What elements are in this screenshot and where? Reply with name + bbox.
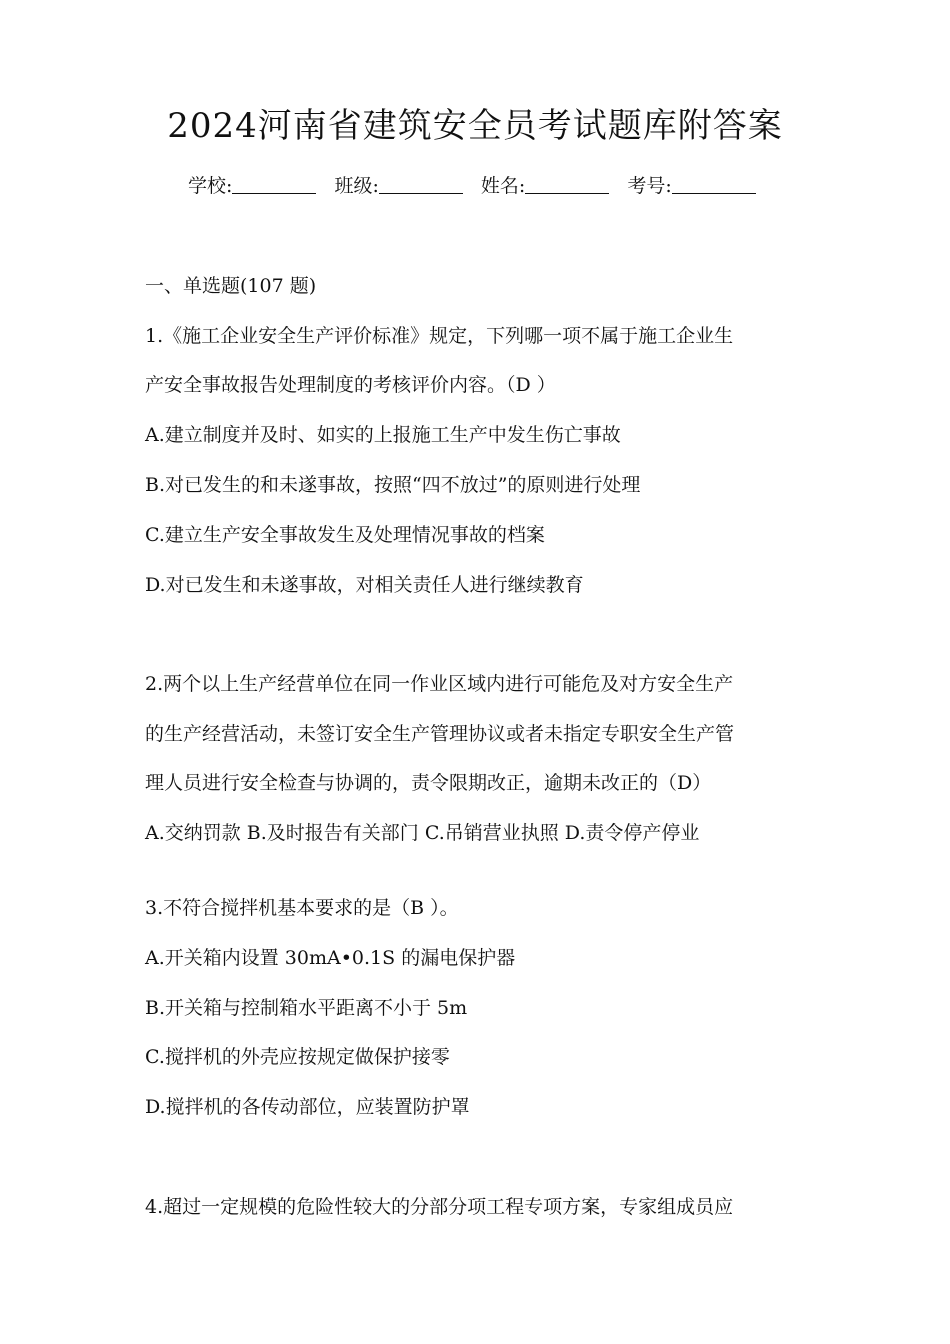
- exam-no-label: 考号:: [627, 175, 672, 197]
- option-b: B.对已发生的和未遂事故，按照“四不放过”的原则进行处理: [145, 474, 641, 496]
- school-blank: [232, 173, 316, 194]
- school-label: 学校:: [188, 175, 233, 197]
- option-a: A.建立制度并及时、如实的上报施工生产中发生伤亡事故: [145, 424, 621, 446]
- class-field: [334, 175, 462, 197]
- name-field: [481, 175, 609, 197]
- student-info-row: [188, 172, 808, 200]
- name-label: 姓名:: [480, 175, 526, 197]
- options-inline: A.交纳罚款 B.及时报告有关部门 C.吊销营业执照 D.责令停产停业: [145, 822, 700, 844]
- option-a: A.开关箱内设置 30mA•0.1S 的漏电保护器: [145, 947, 516, 969]
- option-c: C.建立生产安全事故发生及处理情况事故的档案: [145, 524, 545, 546]
- question-stem-line: 4.超过一定规模的危险性较大的分部分项工程专项方案，专家组成员应: [145, 1196, 734, 1218]
- option-d: D.搅拌机的各传动部位，应装置防护罩: [145, 1096, 470, 1118]
- question-stem-line: 产安全事故报告处理制度的考核评价内容。（D ）: [145, 374, 556, 396]
- name-blank: [525, 173, 609, 194]
- question-stem-line: 2.两个以上生产经营单位在同一作业区域内进行可能危及对方安全生产: [145, 673, 734, 695]
- option-d: D.对已发生和未遂事故，对相关责任人进行继续教育: [145, 574, 584, 596]
- exam-no-field: [627, 175, 755, 197]
- class-label: 班级:: [334, 175, 379, 197]
- option-b: B.开关箱与控制箱水平距离不小于 5m: [145, 997, 468, 1019]
- option-c: C.搅拌机的外壳应按规定做保护接零: [145, 1046, 450, 1068]
- exam-no-blank: [672, 173, 756, 194]
- question-stem-line: 的生产经营活动，未签订安全生产管理协议或者未指定专职安全生产管: [145, 723, 735, 745]
- question-stem-line: 3.不符合搅拌机基本要求的是（B ）。: [145, 897, 459, 919]
- class-blank: [379, 173, 463, 194]
- question-stem-line: 理人员进行安全检查与协调的，责令限期改正，逾期未改正的（D）: [145, 772, 712, 794]
- school-field: [188, 175, 316, 197]
- section-heading: 一、单选题(107 题): [145, 275, 317, 297]
- document-title: 2024河南省建筑安全员考试题库附答案: [167, 106, 783, 146]
- question-stem-line: 1.《施工企业安全生产评价标准》规定，下列哪一项不属于施工企业生: [145, 325, 734, 347]
